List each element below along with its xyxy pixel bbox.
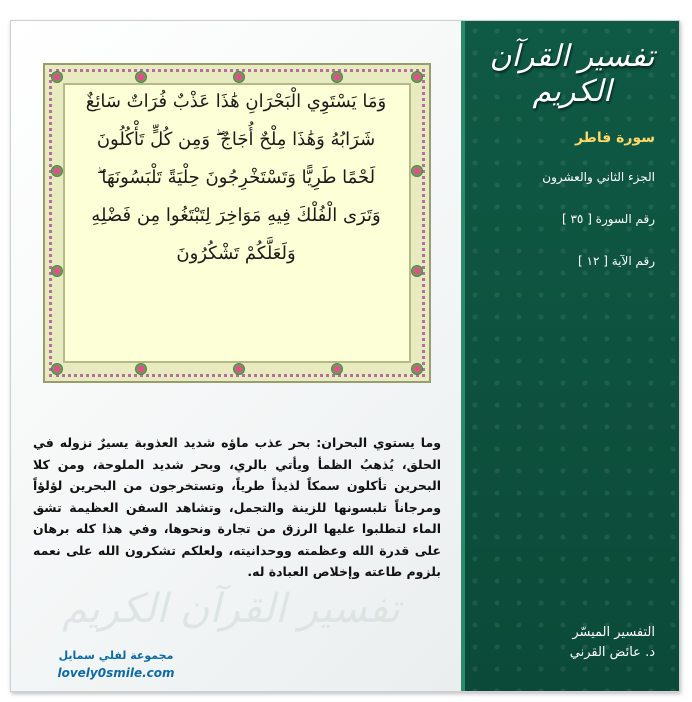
- info-sidebar: [461, 21, 679, 691]
- flower-ornament-icon: [233, 71, 245, 83]
- flower-ornament-icon: [411, 71, 423, 83]
- quran-verse: [51, 83, 421, 273]
- flower-ornament-icon: [331, 71, 343, 83]
- tafsir-card: [10, 20, 680, 692]
- flower-ornament-icon: [233, 363, 245, 375]
- flower-ornament-icon: [135, 71, 147, 83]
- flower-ornament-icon: [331, 363, 343, 375]
- content-panel: [11, 21, 461, 691]
- flower-ornament-icon: [411, 363, 423, 375]
- flower-ornament-icon: [51, 363, 63, 375]
- page-title: تفسير القرآن الكريم: [489, 39, 655, 109]
- verse-line: وَمَا يَسْتَوِي الْبَحْرَانِ هَٰذَا عَذْبٌ فُرَاتٌ سَائِغٌ: [85, 91, 387, 112]
- verse-line: لَحْمًا طَرِيًّا وَتَسْتَخْرِجُونَ حِلْيَةً تَلْبَسُونَهَا ۖ: [96, 167, 376, 188]
- flower-ornament-icon: [51, 71, 63, 83]
- site-url[interactable]: lovely0smile.com: [57, 666, 175, 680]
- surah-name: سورة فاطر: [574, 130, 655, 146]
- site-name-arabic: مجموعة لفلي سمايل: [58, 649, 174, 662]
- tafsir-text: وما يستوي البحران: بحر عذب ماؤه شديد العذوبة يسيرٌ نزوله في الحلق، يُذهبُ الظمأ ويأتي بالري، وبحر شديد الملوحة، ومن كلا البحرين تأكلون سمكاً لذيذاً طرياً، وتستخرجون من البحرين لؤلؤاً ومرجاناً تلبسونها للزينة والتجمل، وتشاهد السفن العظيمة تشق الماء لتطلبوا عليها الرزق من تجارة ونحوها، وفي هذا كله برهان على قدرة الله وعظمته ووحدانيته، ولعلكم تشكرون الله على نعمه بلزوم طاعته وإخلاص العبادة له.: [33, 435, 441, 579]
- verse-line: شَرَابُهُ وَهَٰذَا مِلْحٌ أُجَاجٌ ۖ وَمِن كُلٍّ تَأْكُلُونَ: [96, 129, 376, 150]
- juz-label: الجزء الثاني والعشرون: [542, 170, 655, 184]
- sidebar-pattern: [465, 21, 679, 691]
- tafsir-source: التفسير الميسّر: [572, 625, 655, 640]
- verse-line: وَتَرَى الْفُلْكَ فِيهِ مَوَاخِرَ لِتَبْتَغُوا مِن فَضْلِهِ: [91, 205, 381, 226]
- surah-number: رقم السورة [ ٣٥ ]: [561, 212, 655, 226]
- flower-ornament-icon: [135, 363, 147, 375]
- ayah-number: رقم الآية [ ١٢ ]: [578, 254, 655, 268]
- verse-line: وَلَعَلَّكُمْ تَشْكُرُونَ: [176, 243, 296, 264]
- watermark-text: تفسير القرآن الكريم: [62, 586, 400, 632]
- tafsir-author: د. عائض القرني: [569, 645, 655, 660]
